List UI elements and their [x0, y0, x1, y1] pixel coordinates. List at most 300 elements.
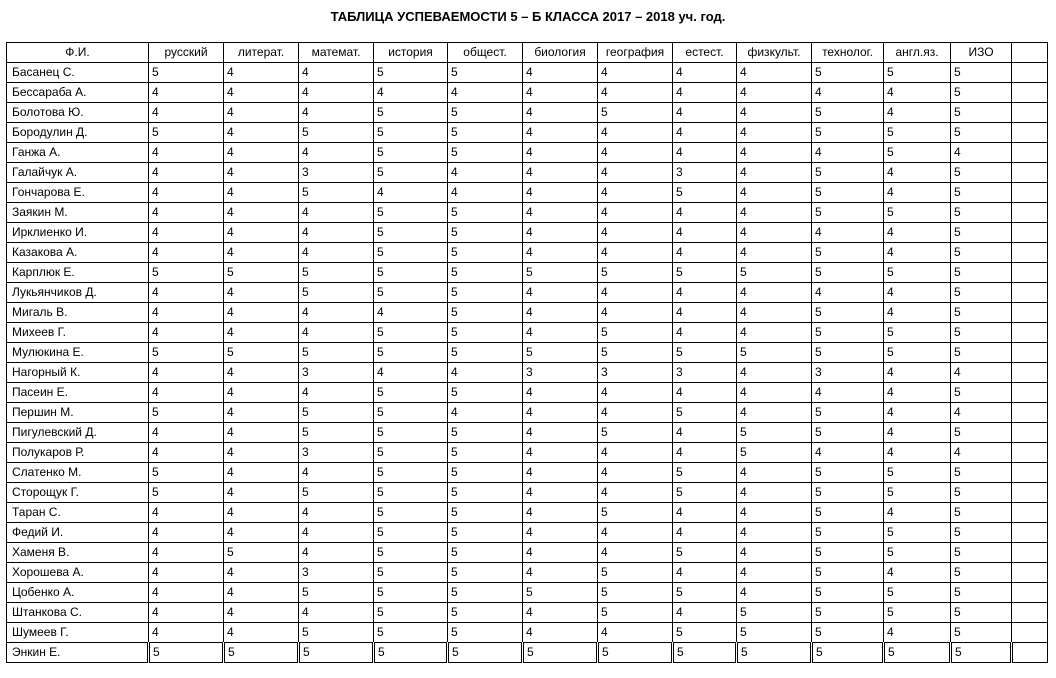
grade-cell: 5: [299, 483, 374, 503]
grade-cell: 4: [884, 183, 951, 203]
grade-cell: 5: [598, 343, 673, 363]
grade-cell: 4: [737, 543, 812, 563]
grade-cell: 4: [448, 403, 523, 423]
column-header: литерат.: [224, 43, 299, 63]
grade-cell: 4: [149, 603, 224, 623]
grade-cell: 5: [448, 223, 523, 243]
grade-cell: 4: [884, 363, 951, 383]
grade-cell: 4: [598, 243, 673, 263]
grade-cell: 5: [951, 263, 1012, 283]
grade-cell: 4: [224, 203, 299, 223]
grade-cell: 4: [523, 243, 598, 263]
grade-cell: 4: [224, 83, 299, 103]
grade-cell: 3: [598, 363, 673, 383]
grade-cell: 4: [149, 323, 224, 343]
grade-cell: 4: [884, 563, 951, 583]
grade-cell: 4: [884, 503, 951, 523]
grade-cell: 4: [737, 83, 812, 103]
grade-cell: 5: [448, 323, 523, 343]
grade-cell: 5: [951, 563, 1012, 583]
grade-cell: 4: [737, 203, 812, 223]
grade-cell: 4: [884, 383, 951, 403]
grade-cell: 4: [737, 523, 812, 543]
grade-cell: 4: [224, 523, 299, 543]
grade-cell: 5: [812, 123, 884, 143]
grade-cell: 5: [951, 163, 1012, 183]
table-row: [7, 83, 1048, 103]
student-name: Энкин Е.: [7, 643, 149, 663]
grade-cell: 5: [951, 383, 1012, 403]
grade-cell: 5: [951, 223, 1012, 243]
grade-cell: 4: [149, 143, 224, 163]
grade-cell: 4: [737, 223, 812, 243]
grade-cell: 5: [673, 543, 737, 563]
grade-cell: 4: [598, 403, 673, 423]
grade-cell: 4: [737, 403, 812, 423]
grade-cell: 4: [149, 163, 224, 183]
grade-cell: 4: [224, 63, 299, 83]
grade-cell: 5: [374, 103, 448, 123]
column-header: англ.яз.: [884, 43, 951, 63]
grade-cell: 5: [224, 643, 299, 663]
grade-cell: 4: [224, 243, 299, 263]
grade-cell: 4: [149, 383, 224, 403]
grade-cell: 3: [812, 363, 884, 383]
table-row: [7, 323, 1048, 343]
grade-cell: 4: [224, 403, 299, 423]
grade-cell: 5: [884, 143, 951, 163]
grade-cell: 4: [224, 223, 299, 243]
grade-cell: 4: [673, 603, 737, 623]
column-header: биология: [523, 43, 598, 63]
grade-cell: 4: [149, 303, 224, 323]
grade-cell: 5: [951, 183, 1012, 203]
grade-cell: 4: [884, 83, 951, 103]
grade-cell: 5: [812, 563, 884, 583]
grade-cell: 5: [737, 423, 812, 443]
grade-cell: 5: [812, 323, 884, 343]
grade-cell: 5: [299, 263, 374, 283]
grade-cell: 5: [884, 603, 951, 623]
grade-cell: 5: [737, 603, 812, 623]
grade-cell: 5: [884, 343, 951, 363]
grade-cell: 4: [149, 183, 224, 203]
grade-cell: 4: [149, 83, 224, 103]
grade-cell: [1012, 163, 1048, 183]
grade-cell: 4: [299, 463, 374, 483]
table-row: [7, 503, 1048, 523]
grade-cell: 4: [884, 423, 951, 443]
grade-cell: 4: [598, 63, 673, 83]
grade-cell: [1012, 183, 1048, 203]
grade-cell: 4: [884, 243, 951, 263]
grade-cell: 5: [951, 123, 1012, 143]
grade-cell: 5: [448, 243, 523, 263]
student-name: Мигаль В.: [7, 303, 149, 323]
grade-cell: 5: [673, 403, 737, 423]
grade-cell: 5: [951, 343, 1012, 363]
grade-cell: 5: [374, 563, 448, 583]
table-row: [7, 143, 1048, 163]
student-name: Пасеин Е.: [7, 383, 149, 403]
grade-cell: 5: [951, 283, 1012, 303]
grade-cell: 5: [951, 103, 1012, 123]
grade-cell: 5: [374, 643, 448, 663]
grade-cell: 5: [299, 583, 374, 603]
grade-cell: 5: [812, 483, 884, 503]
grade-cell: 5: [224, 263, 299, 283]
grade-cell: 4: [673, 223, 737, 243]
table-row: [7, 183, 1048, 203]
grade-cell: 4: [299, 223, 374, 243]
grade-cell: 4: [299, 303, 374, 323]
grade-cell: 5: [374, 123, 448, 143]
grade-cell: 5: [448, 463, 523, 483]
grade-cell: 5: [149, 403, 224, 423]
grade-cell: 4: [523, 423, 598, 443]
grade-cell: 5: [374, 243, 448, 263]
grade-cell: 4: [523, 603, 598, 623]
grade-cell: 4: [224, 423, 299, 443]
table-row: [7, 163, 1048, 183]
grade-cell: 4: [673, 243, 737, 263]
grade-cell: 4: [812, 283, 884, 303]
grade-cell: 4: [598, 83, 673, 103]
student-name: Хорошева А.: [7, 563, 149, 583]
grade-cell: 5: [673, 263, 737, 283]
grade-cell: 4: [523, 623, 598, 643]
grade-cell: 5: [598, 263, 673, 283]
student-name: Полукаров Р.: [7, 443, 149, 463]
grade-cell: 4: [299, 143, 374, 163]
grade-cell: 5: [884, 523, 951, 543]
grade-cell: 4: [523, 163, 598, 183]
grade-cell: 4: [299, 203, 374, 223]
grade-cell: 4: [523, 443, 598, 463]
table-row: [7, 463, 1048, 483]
grade-cell: 4: [884, 623, 951, 643]
table-row: [7, 443, 1048, 463]
grade-cell: 5: [149, 463, 224, 483]
grade-cell: 4: [598, 623, 673, 643]
grade-cell: [1012, 563, 1048, 583]
grade-cell: 4: [884, 303, 951, 323]
grade-cell: 5: [374, 583, 448, 603]
grade-cell: 5: [598, 603, 673, 623]
column-header: ИЗО: [951, 43, 1012, 63]
grade-cell: 4: [598, 183, 673, 203]
column-header: русский: [149, 43, 224, 63]
student-name: Сторощук Г.: [7, 483, 149, 503]
grade-cell: 4: [812, 443, 884, 463]
grade-cell: 5: [224, 343, 299, 363]
grade-cell: 5: [951, 543, 1012, 563]
grade-cell: 5: [523, 343, 598, 363]
grade-cell: 5: [673, 483, 737, 503]
grade-cell: 5: [598, 423, 673, 443]
grade-cell: 4: [374, 363, 448, 383]
grade-cell: 4: [812, 83, 884, 103]
table-row: [7, 63, 1048, 83]
grade-cell: 4: [737, 183, 812, 203]
grade-cell: 4: [523, 543, 598, 563]
grade-cell: 5: [951, 243, 1012, 263]
grade-cell: 4: [737, 103, 812, 123]
grade-cell: 5: [374, 503, 448, 523]
grade-cell: 4: [673, 283, 737, 303]
grade-cell: 4: [224, 363, 299, 383]
header-row: [7, 43, 1048, 63]
grade-cell: 4: [299, 83, 374, 103]
grade-cell: 4: [149, 563, 224, 583]
grade-cell: 5: [884, 463, 951, 483]
table-row: [7, 103, 1048, 123]
grade-cell: 4: [149, 223, 224, 243]
grade-cell: [1012, 503, 1048, 523]
grade-cell: 5: [951, 643, 1012, 663]
grade-cell: 5: [448, 443, 523, 463]
grades-table: [6, 42, 1048, 663]
grade-cell: 5: [812, 603, 884, 623]
grade-cell: 4: [374, 303, 448, 323]
grade-cell: 5: [448, 103, 523, 123]
grade-cell: 5: [673, 463, 737, 483]
table-row: [7, 303, 1048, 323]
table-row: [7, 283, 1048, 303]
grade-cell: 4: [737, 383, 812, 403]
grade-cell: 5: [951, 503, 1012, 523]
grade-cell: 4: [598, 123, 673, 143]
grade-cell: 4: [884, 223, 951, 243]
grade-cell: 4: [523, 483, 598, 503]
grade-cell: 5: [374, 263, 448, 283]
grade-cell: 5: [374, 423, 448, 443]
grade-cell: 5: [598, 583, 673, 603]
grade-cell: 4: [523, 523, 598, 543]
grade-cell: 4: [149, 543, 224, 563]
grade-cell: 4: [523, 83, 598, 103]
grade-cell: 4: [673, 203, 737, 223]
grade-cell: 4: [673, 63, 737, 83]
grade-cell: 5: [884, 203, 951, 223]
grade-cell: 5: [884, 263, 951, 283]
grade-cell: 4: [737, 323, 812, 343]
grade-cell: 5: [673, 643, 737, 663]
table-row: [7, 383, 1048, 403]
grade-cell: 4: [149, 503, 224, 523]
student-name: Бессараба А.: [7, 83, 149, 103]
grade-cell: 5: [812, 103, 884, 123]
student-name: Ганжа А.: [7, 143, 149, 163]
grade-cell: 4: [224, 603, 299, 623]
grade-cell: 5: [374, 443, 448, 463]
grade-cell: 5: [448, 523, 523, 543]
grade-cell: 5: [448, 623, 523, 643]
grade-cell: 4: [523, 403, 598, 423]
grade-cell: 5: [737, 643, 812, 663]
grade-cell: 5: [374, 143, 448, 163]
grade-cell: 4: [673, 423, 737, 443]
grade-cell: 4: [598, 523, 673, 543]
grade-cell: 5: [884, 483, 951, 503]
grade-cell: 4: [737, 243, 812, 263]
table-row: [7, 543, 1048, 563]
grade-cell: 4: [673, 443, 737, 463]
grade-cell: [1012, 263, 1048, 283]
grade-cell: 4: [523, 283, 598, 303]
grade-cell: 5: [598, 103, 673, 123]
grade-cell: 4: [884, 283, 951, 303]
grade-cell: 5: [374, 343, 448, 363]
grade-cell: 4: [299, 503, 374, 523]
grade-cell: 5: [448, 483, 523, 503]
grade-cell: 4: [523, 323, 598, 343]
grade-cell: [1012, 383, 1048, 403]
grade-cell: 5: [448, 643, 523, 663]
grade-cell: 4: [598, 283, 673, 303]
grade-cell: 5: [149, 483, 224, 503]
grade-cell: 4: [598, 383, 673, 403]
grade-cell: 4: [523, 103, 598, 123]
grade-cell: 5: [951, 623, 1012, 643]
grade-cell: 4: [149, 363, 224, 383]
grade-cell: 4: [224, 583, 299, 603]
grade-cell: 4: [598, 143, 673, 163]
grade-cell: [1012, 643, 1048, 663]
student-name: Мулюкина Е.: [7, 343, 149, 363]
grade-cell: 5: [448, 203, 523, 223]
grade-cell: 4: [737, 63, 812, 83]
grade-cell: 5: [448, 563, 523, 583]
grade-cell: 4: [523, 223, 598, 243]
grade-cell: 5: [884, 543, 951, 563]
grade-cell: 4: [299, 383, 374, 403]
grade-cell: 4: [884, 403, 951, 423]
grade-cell: 5: [448, 603, 523, 623]
student-name: Нагорный К.: [7, 363, 149, 383]
grade-cell: 4: [737, 463, 812, 483]
table-row: [7, 623, 1048, 643]
grade-cell: [1012, 543, 1048, 563]
grade-cell: [1012, 403, 1048, 423]
grade-cell: 4: [224, 123, 299, 143]
grade-cell: [1012, 83, 1048, 103]
column-header: физкульт.: [737, 43, 812, 63]
grade-cell: 4: [673, 103, 737, 123]
grade-cell: 4: [149, 623, 224, 643]
grade-cell: 4: [673, 503, 737, 523]
grade-cell: 5: [374, 463, 448, 483]
grade-cell: 5: [448, 503, 523, 523]
grade-cell: 5: [673, 583, 737, 603]
grade-cell: 5: [673, 623, 737, 643]
column-header: Ф.И.: [7, 43, 149, 63]
grade-cell: 5: [523, 643, 598, 663]
grade-cell: 4: [224, 143, 299, 163]
grade-cell: [1012, 123, 1048, 143]
grade-cell: 5: [812, 243, 884, 263]
grade-cell: 5: [299, 403, 374, 423]
column-header: математ.: [299, 43, 374, 63]
grade-cell: 4: [673, 383, 737, 403]
grade-cell: 4: [737, 363, 812, 383]
student-name: Слатенко М.: [7, 463, 149, 483]
table-row: [7, 423, 1048, 443]
grade-cell: 4: [598, 163, 673, 183]
student-name: Федий И.: [7, 523, 149, 543]
grade-cell: 4: [448, 83, 523, 103]
column-header: общест.: [448, 43, 523, 63]
column-header: география: [598, 43, 673, 63]
grade-cell: [1012, 203, 1048, 223]
grade-cell: 4: [523, 463, 598, 483]
grade-cell: 5: [884, 123, 951, 143]
grade-cell: 5: [149, 123, 224, 143]
grade-cell: 5: [598, 503, 673, 523]
grade-cell: 5: [673, 343, 737, 363]
grade-cell: 5: [812, 263, 884, 283]
grade-cell: [1012, 523, 1048, 543]
grade-cell: 4: [224, 103, 299, 123]
grade-cell: [1012, 103, 1048, 123]
student-name: Хаменя В.: [7, 543, 149, 563]
grade-cell: 4: [224, 283, 299, 303]
grade-cell: [1012, 243, 1048, 263]
grade-cell: 5: [673, 183, 737, 203]
table-row: [7, 523, 1048, 543]
student-name: Галайчук А.: [7, 163, 149, 183]
grade-cell: 4: [299, 543, 374, 563]
student-name: Заякин М.: [7, 203, 149, 223]
grade-cell: 4: [149, 423, 224, 443]
grade-cell: 4: [523, 123, 598, 143]
grade-cell: 5: [523, 263, 598, 283]
grade-cell: 5: [812, 203, 884, 223]
table-row: [7, 263, 1048, 283]
grade-cell: 4: [224, 303, 299, 323]
grade-cell: 5: [884, 583, 951, 603]
grade-cell: 5: [951, 303, 1012, 323]
student-name: Гончарова Е.: [7, 183, 149, 203]
grade-cell: 5: [149, 643, 224, 663]
table-row: [7, 583, 1048, 603]
grade-cell: 4: [951, 403, 1012, 423]
grade-cell: 4: [149, 203, 224, 223]
grade-cell: 3: [299, 363, 374, 383]
grade-cell: 5: [448, 143, 523, 163]
grade-cell: 5: [812, 183, 884, 203]
grade-cell: 5: [737, 343, 812, 363]
grade-cell: 4: [737, 503, 812, 523]
grade-cell: 5: [448, 343, 523, 363]
grade-cell: [1012, 143, 1048, 163]
grade-cell: 5: [951, 523, 1012, 543]
grade-cell: 4: [224, 443, 299, 463]
grade-cell: 5: [812, 63, 884, 83]
grade-cell: [1012, 483, 1048, 503]
grade-cell: 5: [812, 643, 884, 663]
table-row: [7, 603, 1048, 623]
grade-cell: 5: [737, 263, 812, 283]
table-row: [7, 203, 1048, 223]
table-row: [7, 243, 1048, 263]
grade-cell: 5: [812, 583, 884, 603]
grade-cell: 5: [598, 323, 673, 343]
grade-cell: 4: [523, 563, 598, 583]
grade-cell: 4: [149, 583, 224, 603]
grade-cell: 5: [812, 163, 884, 183]
grade-cell: 5: [374, 203, 448, 223]
